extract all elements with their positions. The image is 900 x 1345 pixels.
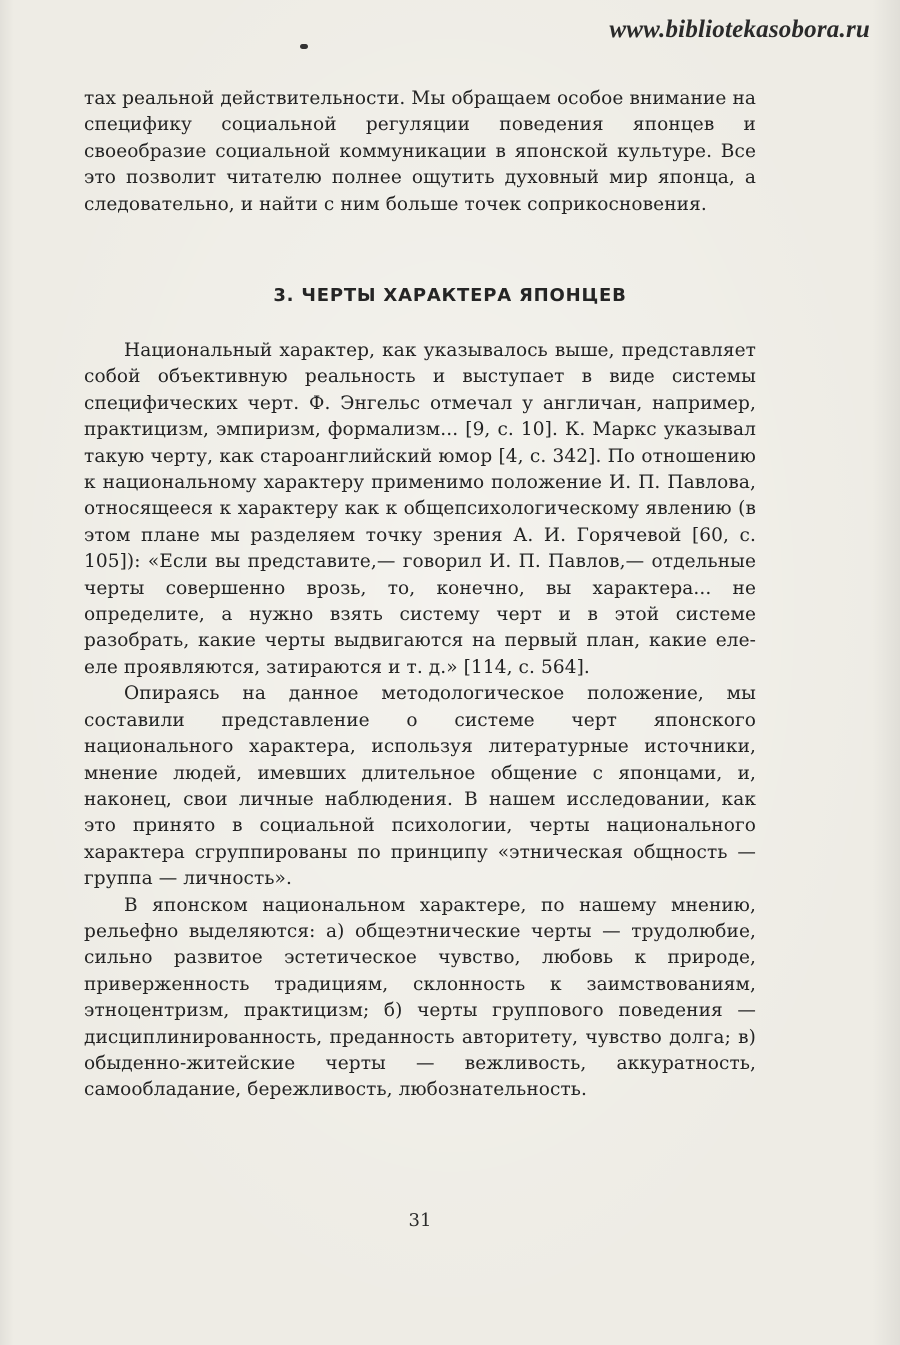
paragraph: В японском национальном характере, по нашему мнению, рельефно выделяются: а) общеэтнические черты — трудолюбие, сильно развитое эстетическое чувство, любовь к природе, приверженность традициям, склонность к заимствованиям, этноцентризм, практицизм; б) черты группового поведения — дисциплинированность, преданность авторитету, чувство долга; в) обыденно-житейские черты — вежливость, аккуратность, самообладание, бережливость, любознательность. bbox=[84, 894, 756, 1101]
intro-text bbox=[84, 86, 756, 218]
paragraph: Национальный характер, как указывалось выше, представляет собой объективную реальность и выступает в виде системы специфических черт. Ф. Энгельс отмечал у англичан, например, практицизм, эмпиризм, формализм... [9, с. 10]. К. Маркс указывал такую черту, как староанглийский юмор [4, с. 342]. По отношению к национальному характеру применимо положение И. П. Павлова, относящееся к характеру как к общепсихологическому явлению (в этом плане мы разделяем точку зрения А. И. Горячевой [60, с. 105]): «Если вы представите,— говорил И. П. Павлов,— отдельные черты совершенно врозь, то, конечно, вы характера... не определите, а нужно взять систему черт и в этой системе разобрать, какие черты выдвигаются на первый план, какие еле-еле проявляются, затираются и т. д.» [114, с. 564]. bbox=[84, 340, 756, 678]
paragraph: Опираясь на данное методологическое положение, мы составили представление о системе черт японского национального характера, используя литературные источники, мнение людей, имевших длительное общение с японцами, и, наконец, свои личные наблюдения. В нашем исследовании, как это принято в социальной психологии, черты национального характера сгруппированы по принципу «этническая общность — группа — личность». bbox=[84, 683, 756, 890]
section-heading: 3. ЧЕРТЫ ХАРАКТЕРА ЯПОНЦЕВ bbox=[273, 285, 627, 306]
page-right-shadow bbox=[872, 0, 900, 1345]
page-left-shadow bbox=[0, 0, 14, 1345]
watermark-url: www.bibliotekasobora.ru bbox=[609, 16, 870, 43]
body-text bbox=[84, 338, 756, 1104]
ink-speck bbox=[300, 44, 308, 49]
intro-paragraph: тах реальной действительности. Мы обращаем особое внимание на специфику социальной регуляции поведения японцев и своеобразие социальной коммуникации в японской культуре. Все это позволит читателю полнее ощутить духовный мир японца, а следовательно, и найти с ним больше точек соприкосновения. bbox=[84, 88, 756, 215]
page-number: 31 bbox=[408, 1210, 432, 1231]
